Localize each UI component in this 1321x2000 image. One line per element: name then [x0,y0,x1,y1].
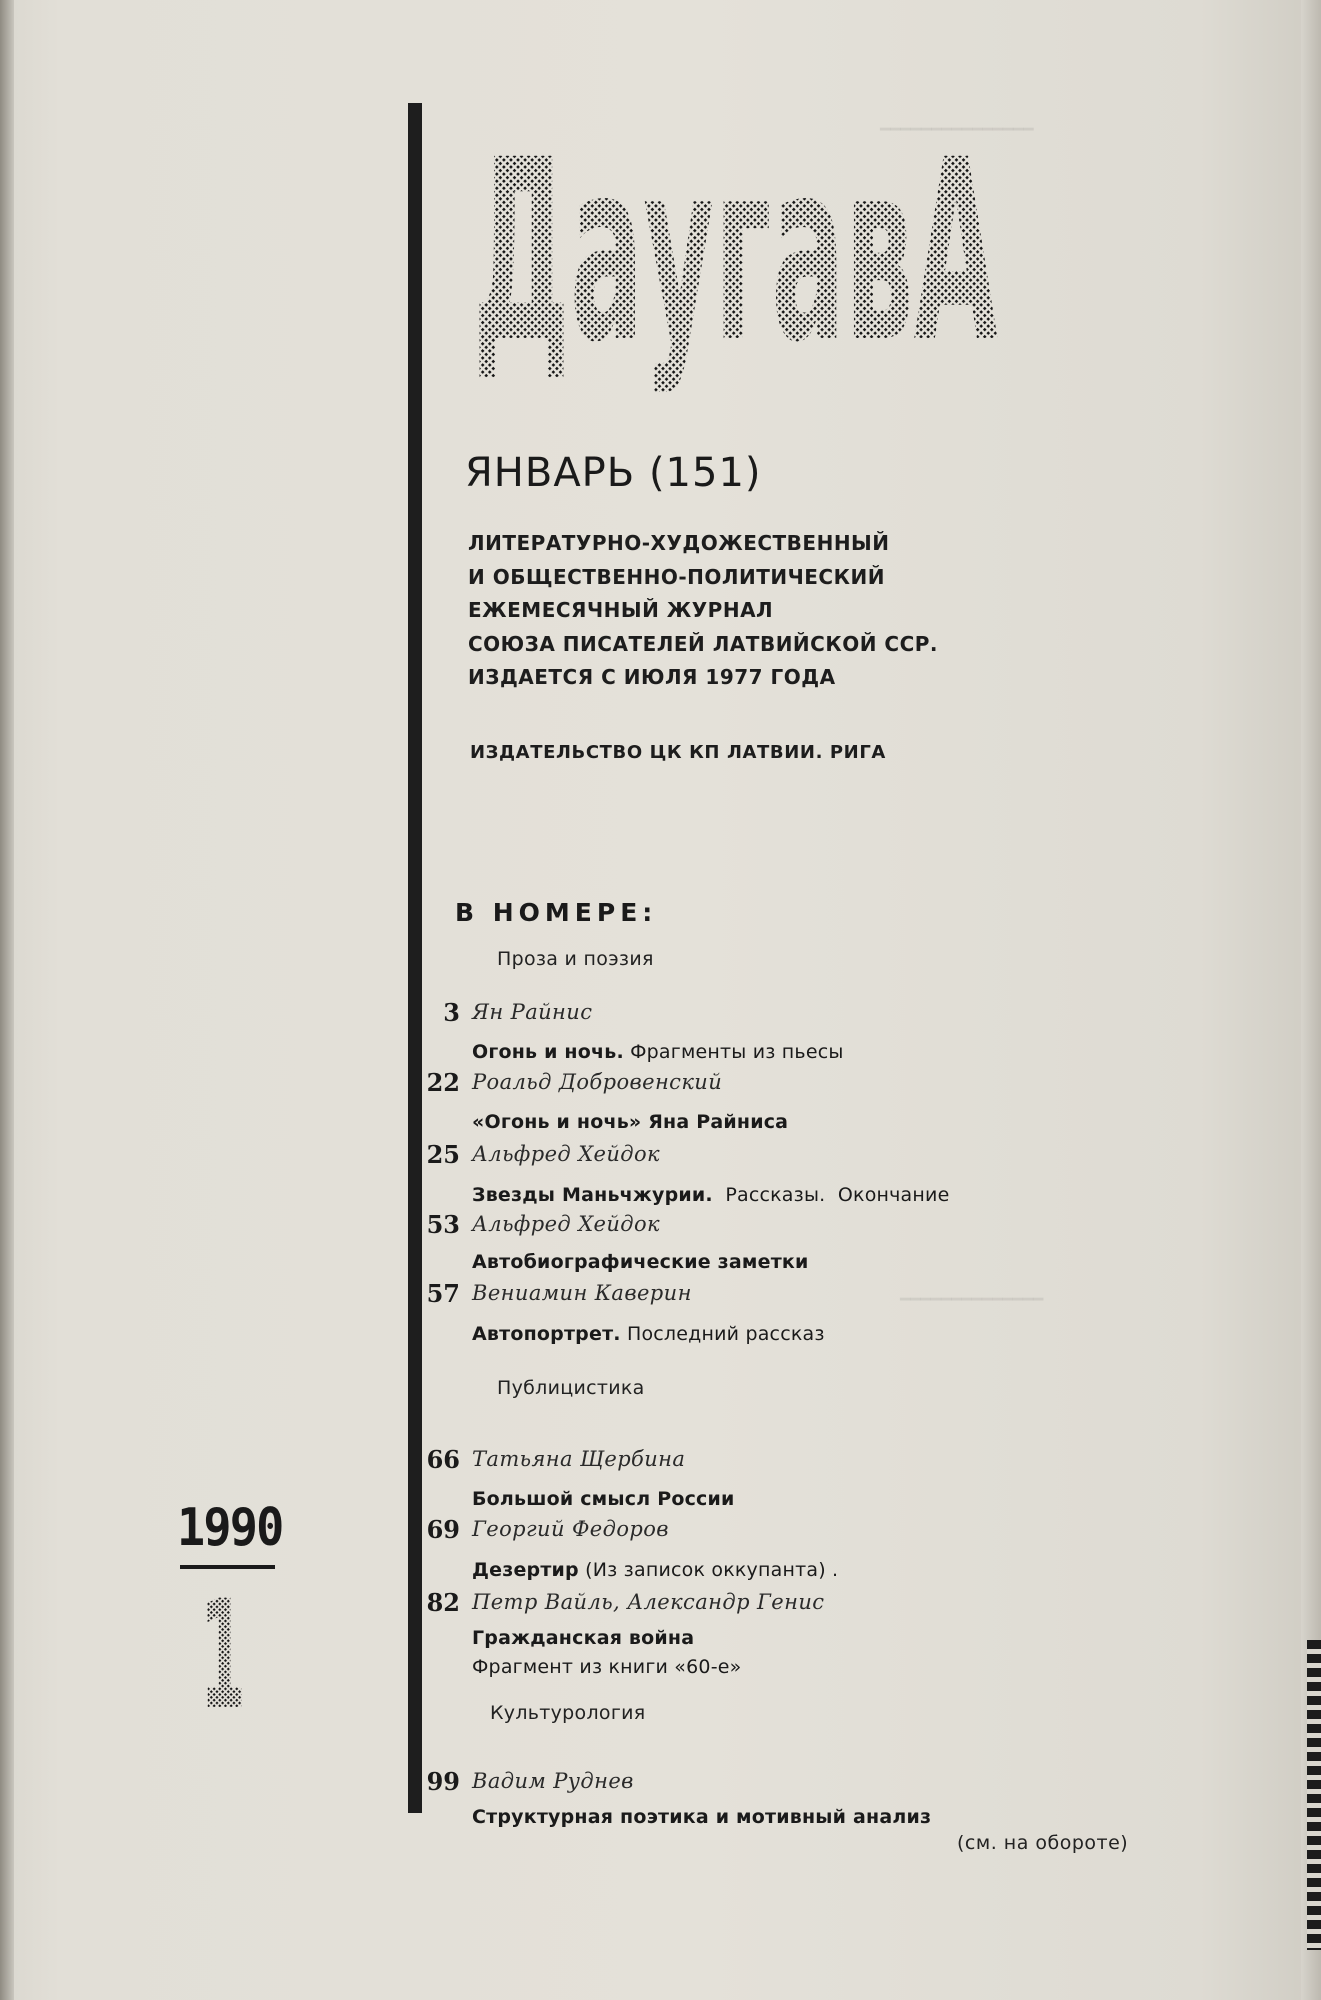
entry-page: 57 [426,1279,460,1308]
logo-graphic [465,98,1005,397]
entry-author: Георгий Федоров [472,1517,669,1541]
logo-text: ДаугавА [473,106,998,397]
entry-title-rest: Последний рассказ [620,1323,825,1345]
contents-heading: В НОМЕРЕ: [455,898,658,927]
bleed-through-text: ━━━━━━━━━━━━━━━ [880,120,1034,140]
issue-number-graphic [200,1569,246,1743]
section-culturology: Культурология [490,1702,646,1724]
entry-page: 3 [443,998,460,1027]
entry-title [472,1323,825,1345]
issue-number [200,1569,246,1743]
entry-title [472,1559,838,1581]
entry-author: Вадим Руднев [472,1769,634,1793]
entry-title-bold: Автобиографические заметки [472,1251,809,1273]
bleed-through-text: ━━━━━━━━━━━━━━ [900,1290,1044,1310]
entry-title-rest: Рассказы. Окончание [712,1184,950,1206]
issue-year: 1990 [177,1498,283,1558]
entry-author: Татьяна Щербина [472,1447,686,1471]
entry-title-bold: Большой смысл России [472,1488,735,1510]
entry-page: 99 [426,1767,460,1796]
entry-author: Альфред Хейдок [472,1212,660,1236]
entry-title-bold: Гражданская война [472,1627,695,1649]
page-binding-edge [0,0,14,2000]
entry-author: Роальд Добровенский [472,1070,723,1094]
entry-title-bold: «Огонь и ночь» Яна Райниса [472,1111,789,1133]
issue-number-text: 1 [200,1569,246,1743]
entry-title-bold: Звезды Маньчжурии. [472,1184,713,1206]
entry-page: 82 [426,1588,460,1617]
entry-title-bold: Структурная поэтика и мотивный анализ [472,1806,932,1828]
entry-title-bold: Дезертир [472,1559,579,1581]
entry-page: 53 [426,1210,460,1239]
entry-title [472,1627,694,1649]
entry-subtitle: Фрагмент из книги «60-е» [472,1656,742,1678]
entry-title-bold: Автопортрет. [472,1323,621,1345]
entry-page: 22 [426,1068,460,1097]
entry-author: Альфред Хейдок [472,1142,660,1166]
description-line: ЕЖЕМЕСЯЧНЫЙ ЖУРНАЛ [468,598,774,622]
entry-title [472,1184,949,1206]
film-sprocket-strip [1307,1640,1321,1950]
description-line: ИЗДАЕТСЯ С ИЮЛЯ 1977 ГОДА [468,665,836,689]
entry-title [472,1041,844,1063]
description-line: ЛИТЕРАТУРНО-ХУДОЖЕСТВЕННЫЙ [468,531,890,555]
journal-description [468,527,1068,695]
entry-title [472,1251,809,1273]
entry-author: Ян Райнис [472,1000,593,1024]
continued-note: (см. на обороте) [957,1832,1129,1854]
entry-page: 66 [426,1445,460,1474]
section-publicism: Публицистика [497,1377,645,1399]
entry-title [472,1488,735,1510]
entry-title-rest: Фрагменты из пьесы [623,1041,844,1063]
section-prose: Проза и поэзия [497,948,654,970]
description-line: И ОБЩЕСТВЕННО-ПОЛИТИЧЕСКИЙ [468,564,885,589]
publisher: ИЗДАТЕЛЬСТВО ЦК КП ЛАТВИИ. РИГА [470,742,886,763]
entry-page: 69 [426,1515,460,1544]
entry-page: 25 [426,1140,460,1169]
entry-title-bold: Огонь и ночь. [472,1041,624,1063]
issue-month: ЯНВАРЬ (151) [465,450,762,496]
entry-title [472,1111,788,1133]
vertical-rule [408,103,422,1813]
description-line: СОЮЗА ПИСАТЕЛЕЙ ЛАТВИЙСКОЙ ССР. [468,631,939,656]
entry-title-rest: (Из записок оккупанта) . [578,1559,839,1581]
entry-author: Вениамин Каверин [472,1281,692,1305]
journal-logo [465,98,1005,397]
entry-title [472,1806,931,1828]
entry-author: Петр Вайль, Александр Генис [472,1590,825,1614]
